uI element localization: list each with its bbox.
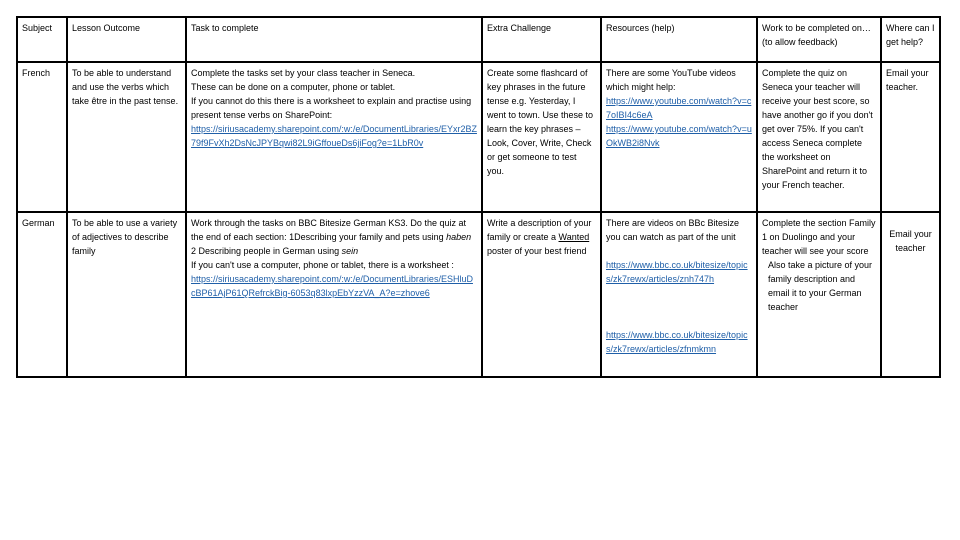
task-line: If you cannot do this there is a worksheet to explain and practise using present tense verbs on SharePoint: [191,96,472,120]
help-cell: Email your teacher [881,212,940,377]
task-line: These can be done on a computer, phone or tablet. [191,82,396,92]
header-row [17,17,940,62]
header-extra: Extra Challenge [482,17,601,62]
extra-underlined: Wanted [558,232,590,242]
extra-text: poster of your best friend [487,246,587,256]
homework-table [16,16,941,378]
work-cell [757,212,881,377]
task-text: 2 Describing people in German using [191,246,342,256]
header-outcome: Lesson Outcome [67,17,186,62]
extra-text: Write a description of your family or create a [487,218,592,242]
work-text: Also take a picture of your family description and email it to your German teacher [768,260,873,312]
task-line [191,244,477,258]
resources-cell [601,62,757,212]
resources-text: There are some YouTube videos which might help: [606,68,736,92]
header-task: Task to complete [186,17,482,62]
header-work: Work to be completed on… (to allow feedback) [757,17,881,62]
outcome-cell: To be able to understand and use the verbs which take être in the past tense. [67,62,186,212]
worksheet-link[interactable]: https://siriusacademy.sharepoint.com/:w:/e/DocumentLibraries/EYxr2BZ79f9FvXh2DsNcJPYBqwi82L9iGffoueDs6jiFog?e=1LbR0v [191,124,477,148]
task-line [191,216,477,244]
task-text: Work through the tasks on BBC Bitesize German KS3. Do the quiz at the end of each section: 1Describing your family and pets using [191,218,466,242]
worksheet-link[interactable]: https://siriusacademy.sharepoint.com/:w:/e/DocumentLibraries/ESHluDcBP61AjP61QRefrckBig-6053q83lxpEbYzzVA_A?e=zhove6 [191,274,473,298]
task-cell [186,62,482,212]
resources-cell [601,212,757,377]
bbc-link[interactable]: https://www.bbc.co.uk/bitesize/topics/zk7rewx/articles/znh747h [606,260,748,284]
help-cell: Email your teacher. [881,62,940,212]
extra-cell: Create some flashcard of key phrases in the future tense e.g. Yesterday, I went to town. Use these to learn the key phrases – Look, Cover, Write, Check or get someone to test you. [482,62,601,212]
outcome-cell: To be able to use a variety of adjectives to describe family [67,212,186,377]
table-row-french [17,62,940,212]
youtube-link[interactable]: https://www.youtube.com/watch?v=uOkWB2i8Nvk [606,124,752,148]
task-cell [186,212,482,377]
task-line: If you can't use a computer, phone or tablet, there is a worksheet : [191,260,454,270]
header-subject: Subject [17,17,67,62]
extra-cell [482,212,601,377]
bbc-link[interactable]: https://www.bbc.co.uk/bitesize/topics/zk7rewx/articles/zfnmkmn [606,330,748,354]
header-resources: Resources (help) [601,17,757,62]
task-emphasis: sein [341,246,359,256]
work-cell: Complete the quiz on Seneca your teacher will receive your best score, so have another go if you don't get over 75%. If you can't access Seneca complete the worksheet on SharePoint and return it to your French teacher. [757,62,881,212]
table-row-german [17,212,940,377]
header-help: Where can I get help? [881,17,940,62]
youtube-link[interactable]: https://www.youtube.com/watch?v=c7oIBI4c6eA [606,96,752,120]
resources-text: There are videos on BBc Bitesize you can watch as part of the unit [606,218,740,242]
subject-cell: French [17,62,67,212]
subject-cell: German [17,212,67,377]
task-line: Complete the tasks set by your class teacher in Seneca. [191,68,416,78]
task-emphasis: haben [446,232,472,242]
work-text: Complete the section Family 1 on Duolingo and your teacher will see your score [762,218,876,256]
